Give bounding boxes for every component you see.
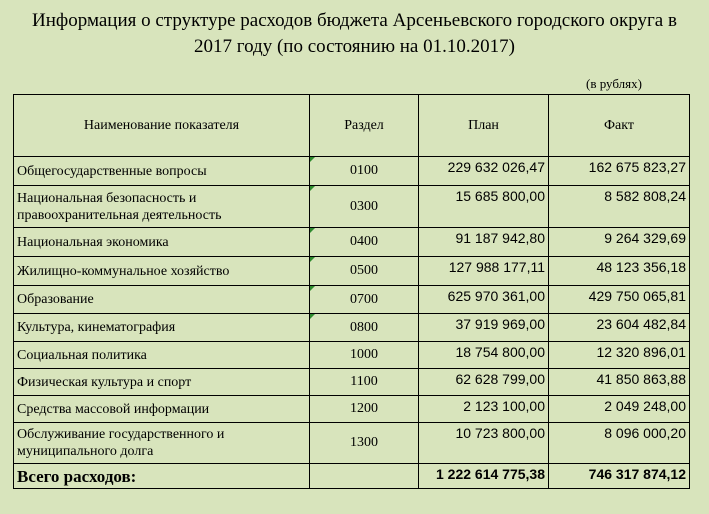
row-plan: 18 754 800,00 <box>419 342 549 369</box>
row-fact: 48 123 356,18 <box>549 257 690 286</box>
page-title <box>0 8 709 60</box>
row-plan: 127 988 177,11 <box>419 257 549 286</box>
row-section: 0100 <box>310 157 419 186</box>
row-name: Социальная политика <box>14 342 310 369</box>
row-section: 0800 <box>310 314 419 342</box>
table-row <box>14 396 690 423</box>
row-fact: 23 604 482,84 <box>549 314 690 342</box>
row-name: Культура, кинематография <box>14 314 310 342</box>
row-name: Обслуживание государственного и муниципального долга <box>14 423 310 464</box>
budget-table <box>13 94 690 489</box>
row-fact: 2 049 248,00 <box>549 396 690 423</box>
header-plan: План <box>419 95 549 157</box>
row-section: 1100 <box>310 369 419 396</box>
row-name: Национальная экономика <box>14 228 310 257</box>
header-fact: Факт <box>549 95 690 157</box>
row-section: 0500 <box>310 257 419 286</box>
table-row <box>14 257 690 286</box>
row-name: Национальная безопасность и правоохранительная деятельность <box>14 186 310 228</box>
row-plan: 62 628 799,00 <box>419 369 549 396</box>
row-plan: 229 632 026,47 <box>419 157 549 186</box>
row-name: Жилищно-коммунальное хозяйство <box>14 257 310 286</box>
row-fact: 9 264 329,69 <box>549 228 690 257</box>
header-section: Раздел <box>310 95 419 157</box>
unit-label: (в рублях) <box>586 76 642 91</box>
title-line-1: Информация о структуре расходов бюджета Арсеньевского городского округа в <box>32 10 677 31</box>
row-fact: 8 582 808,24 <box>549 186 690 228</box>
row-plan: 2 123 100,00 <box>419 396 549 423</box>
total-fact: 746 317 874,12 <box>549 464 690 489</box>
total-plan: 1 222 614 775,38 <box>419 464 549 489</box>
header-row <box>14 95 690 157</box>
row-section: 1200 <box>310 396 419 423</box>
table-row <box>14 157 690 186</box>
row-fact: 12 320 896,01 <box>549 342 690 369</box>
row-fact: 429 750 065,81 <box>549 286 690 314</box>
row-name: Средства массовой информации <box>14 396 310 423</box>
row-name: Образование <box>14 286 310 314</box>
row-fact: 8 096 000,20 <box>549 423 690 464</box>
row-name: Физическая культура и спорт <box>14 369 310 396</box>
row-plan: 625 970 361,00 <box>419 286 549 314</box>
row-section: 0700 <box>310 286 419 314</box>
header-name: Наименование показателя <box>14 95 310 157</box>
total-section <box>310 464 419 489</box>
title-line-2: 2017 году (по состоянию на 01.10.2017) <box>194 36 515 57</box>
row-name: Общегосударственные вопросы <box>14 157 310 186</box>
row-plan: 91 187 942,80 <box>419 228 549 257</box>
row-section: 1000 <box>310 342 419 369</box>
table-row <box>14 423 690 464</box>
total-row <box>14 464 690 489</box>
table-row <box>14 286 690 314</box>
row-fact: 162 675 823,27 <box>549 157 690 186</box>
row-section: 0300 <box>310 186 419 228</box>
row-section: 1300 <box>310 423 419 464</box>
row-fact: 41 850 863,88 <box>549 369 690 396</box>
row-plan: 15 685 800,00 <box>419 186 549 228</box>
table-row <box>14 186 690 228</box>
row-section: 0400 <box>310 228 419 257</box>
table-row <box>14 342 690 369</box>
table-row <box>14 314 690 342</box>
table-row <box>14 369 690 396</box>
table-row <box>14 228 690 257</box>
total-label: Всего расходов: <box>14 464 310 489</box>
row-plan: 10 723 800,00 <box>419 423 549 464</box>
row-plan: 37 919 969,00 <box>419 314 549 342</box>
